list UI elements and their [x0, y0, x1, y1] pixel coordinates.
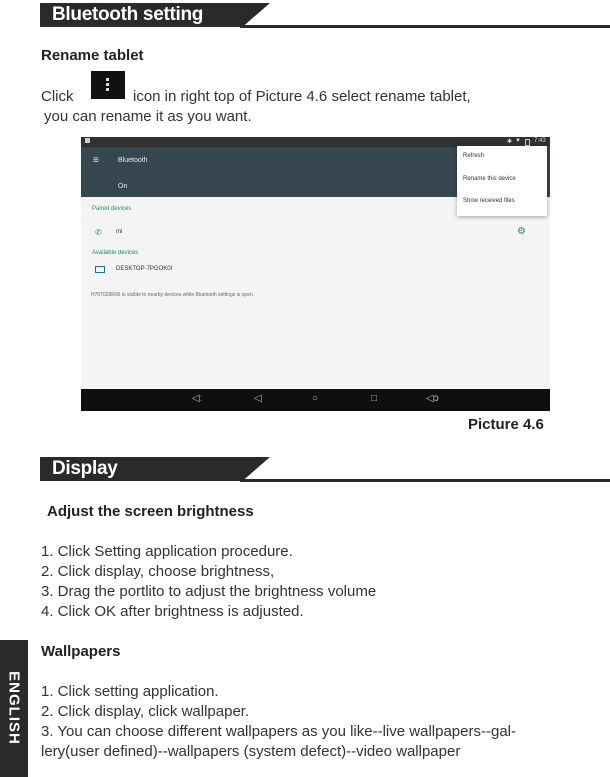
picture-caption: Picture 4.6	[468, 416, 544, 433]
status-time: 7:43	[534, 138, 546, 144]
brightness-step: 1. Click Setting application procedure.	[41, 543, 293, 560]
toggle-label: On	[118, 183, 128, 190]
battery-icon	[525, 139, 530, 146]
notification-icon	[85, 138, 90, 143]
phone-icon: ✆	[95, 228, 102, 237]
section-title: Bluetooth setting	[52, 4, 204, 25]
brightness-step: 4. Click OK after brightness is adjusted.	[41, 603, 304, 620]
hamburger-menu-icon[interactable]: ≡	[93, 155, 99, 166]
menu-item-rename-device[interactable]: Rename this device	[463, 176, 516, 182]
back-icon[interactable]: ◁	[254, 393, 262, 404]
brightness-heading: Adjust the screen brightness	[47, 503, 254, 520]
brightness-step: 3. Drag the portlito to adjust the brightness volume	[41, 583, 377, 600]
wallpaper-step: 3. You can choose different wallpapers as you like--live wallpapers--gal-	[41, 723, 516, 740]
section-title: Display	[52, 458, 118, 479]
menu-item-refresh[interactable]: Refresh	[463, 153, 485, 159]
navigation-bar	[81, 389, 550, 411]
instruction-line-1	[41, 88, 471, 105]
app-title: Bluetooth	[118, 157, 148, 164]
wifi-icon: ▼	[515, 138, 521, 144]
wallpaper-step: 1. Click setting application.	[41, 683, 219, 700]
available-devices-header: Available devices	[92, 250, 139, 256]
wallpapers-heading: Wallpapers	[41, 643, 121, 660]
menu-icon	[91, 71, 125, 99]
recents-icon[interactable]: □	[371, 393, 378, 404]
home-icon[interactable]: ○	[312, 393, 319, 404]
side-tab-label: ENGLISH	[5, 671, 23, 745]
overflow-menu	[457, 146, 547, 216]
language-side-tab	[0, 640, 28, 777]
laptop-icon	[95, 266, 105, 273]
click-word: Click	[41, 88, 74, 105]
volume-up-icon[interactable]: ◁ɔ	[426, 393, 439, 404]
instruction-line-2: you can rename it as you want.	[44, 108, 252, 125]
rename-tablet-heading: Rename tablet	[41, 47, 144, 64]
wallpaper-step: 2. Click display, click wallpaper.	[41, 703, 250, 720]
instruction-text: icon in right top of Picture 4.6 select rename tablet,	[133, 88, 471, 105]
available-device-name[interactable]: DESKTOP-7PGOK0I	[116, 266, 173, 272]
brightness-step: 2. Click display, choose brightness,	[41, 563, 275, 580]
visibility-note: H707029R06 is visible to nearby devices while Bluetooth settings is open.	[91, 292, 255, 298]
volume-down-icon[interactable]: ◁ː	[192, 393, 203, 404]
paired-devices-header: Paired devices	[92, 206, 132, 212]
device-settings-gear-icon[interactable]: ⚙	[517, 226, 526, 237]
paired-device-name[interactable]: mi	[116, 229, 123, 235]
bluetooth-status-icon: ✱	[507, 139, 513, 145]
bluetooth-screenshot	[81, 137, 550, 411]
menu-item-show-received-files[interactable]: Show received files	[463, 198, 515, 204]
wallpaper-step: lery(user defined)--wallpapers (system defect)--video wallpaper	[41, 743, 461, 760]
